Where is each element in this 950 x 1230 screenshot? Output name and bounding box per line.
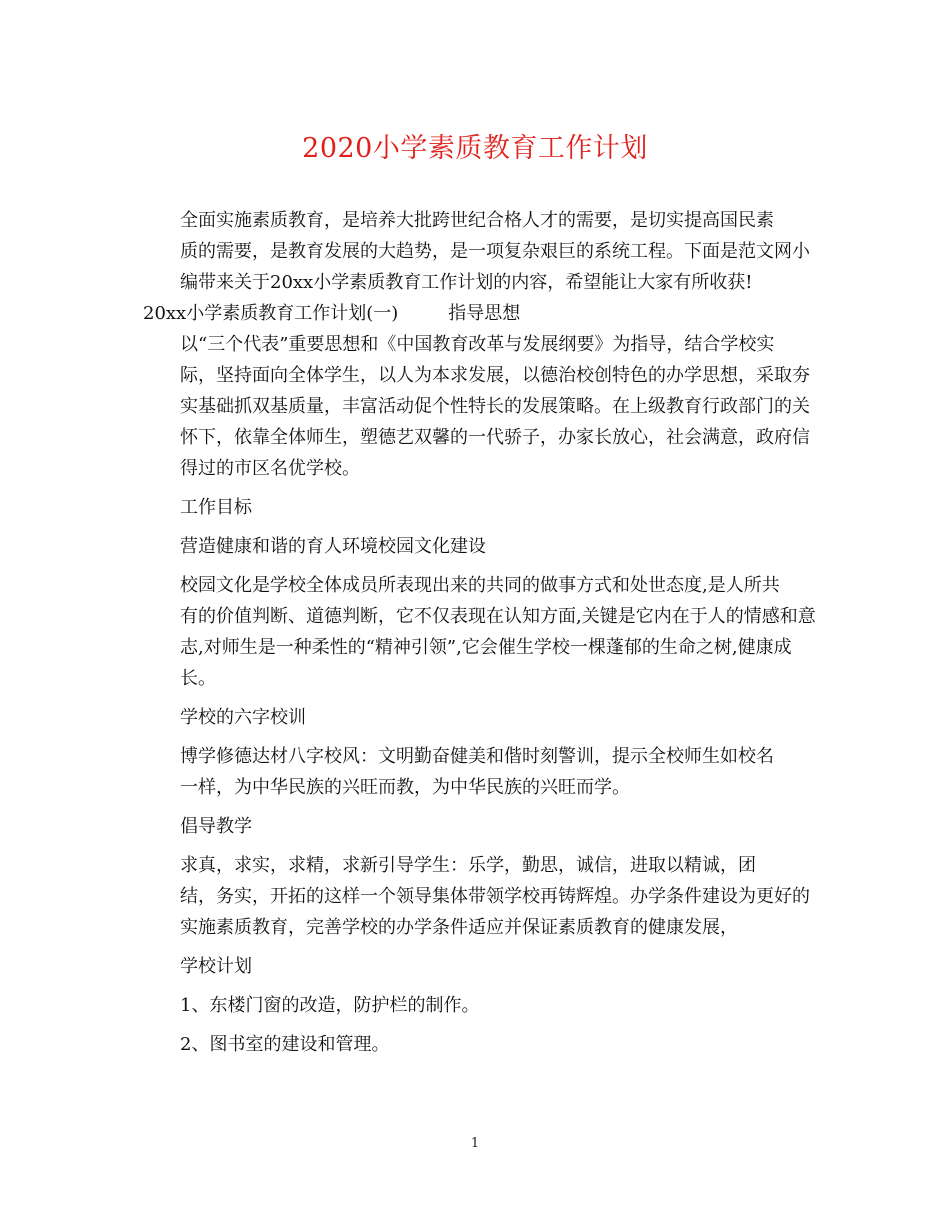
text-line: 学校的六字校训 [180, 707, 306, 728]
text-line: 得过的市区名优学校。 [180, 458, 360, 479]
text-line: 倡导教学 [180, 816, 252, 837]
text-line: 1、东楼门窗的改造，防护栏的制作。 [180, 995, 480, 1016]
text-line [143, 298, 803, 329]
text-line: 实基础抓双基质量，丰富活动促个性特长的发展策略。在上级教育行政部门的关 [180, 396, 810, 417]
motto-heading [143, 702, 803, 733]
text-line: 质的需要，是教育发展的大趋势，是一项复杂艰巨的系统工程。下面是范文网小 [180, 241, 810, 262]
text-line: 以“三个代表”重要思想和《中国教育改革与发展纲要》为指导，结合学校实 [180, 334, 775, 355]
section-heading [143, 298, 803, 329]
document-body [143, 205, 816, 1060]
environment-heading [143, 531, 803, 562]
text-line: 结，务实，开拓的这样一个领导集体带领学校再铸辉煌。办学条件建设为更好的 [180, 886, 810, 907]
intro-paragraph [143, 205, 810, 298]
culture-paragraph [143, 570, 816, 694]
text-line: 实施素质教育，完善学校的办学条件适应并保证素质教育的健康发展， [180, 917, 738, 938]
text-line: 校园文化是学校全体成员所表现出来的共同的做事方式和处世态度,是人所共 [180, 575, 780, 596]
section-heading-subtitle: 指导思想 [448, 303, 521, 324]
teaching-paragraph [143, 850, 810, 943]
plan-list-item [143, 1029, 803, 1060]
plan-list-item [143, 990, 803, 1021]
text-line: 志,对师生是一种柔性的“精神引领”,它会催生学校一棵蓬郁的生命之树,健康成 [180, 637, 792, 658]
text-line: 求真，求实，求精，求新引导学生：乐学，勤思，诚信，进取以精诚，团 [180, 855, 756, 876]
document-title: 2020小学素质教育工作计划 [302, 133, 648, 164]
text-line: 博学修德达材八字校风：文明勤奋健美和偕时刻警训，提示全校师生如校名 [180, 746, 774, 767]
text-line: 一样，为中华民族的兴旺而教，为中华民族的兴旺而学。 [180, 777, 630, 798]
teaching-heading [143, 811, 803, 842]
text-line: 怀下，依靠全体师生，塑德艺双馨的一代骄子，办家长放心，社会满意，政府信 [180, 427, 810, 448]
text-line: 全面实施素质教育，是培养大批跨世纪合格人才的需要，是切实提高国民素 [180, 210, 774, 231]
text-line: 工作目标 [180, 497, 252, 518]
text-line: 长。 [180, 668, 216, 689]
motto-paragraph [143, 741, 803, 803]
text-line: 学校计划 [180, 956, 252, 977]
section-heading-title: 20xx小学素质教育工作计划(一) [143, 303, 399, 324]
text-line: 营造健康和谐的育人环境校园文化建设 [180, 536, 486, 557]
text-line: 编带来关于20xx小学素质教育工作计划的内容，希望能让大家有所收获! [180, 272, 753, 293]
work-goal-heading [143, 492, 803, 523]
guiding-paragraph [143, 329, 810, 484]
plan-heading [143, 951, 803, 982]
text-line: 有的价值判断、道德判断，它不仅表现在认知方面,关键是它内在于人的情感和意 [180, 606, 816, 627]
page-number: 1 [470, 1136, 480, 1151]
text-line: 2、图书室的建设和管理。 [180, 1034, 390, 1055]
text-line: 际，坚持面向全体学生，以人为本求发展，以德治校创特色的办学思想，采取夯 [180, 365, 810, 386]
